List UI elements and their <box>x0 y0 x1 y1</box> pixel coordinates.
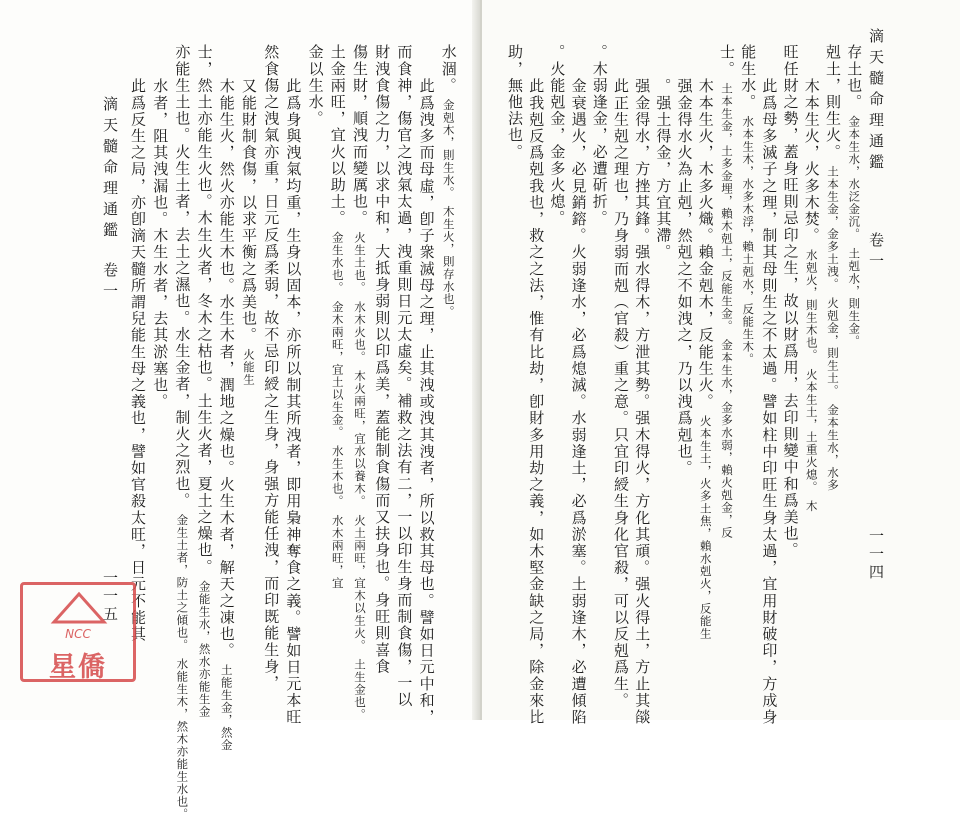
left-page-text-column <box>305 44 327 127</box>
column-text: 水涸。 <box>439 44 458 87</box>
column-text: 此爲洩多而母虛，卽子衆滅母之理，止其洩或洩其洩者，所以救其母也。譬如日元中和， <box>417 78 436 726</box>
column-text: 然食傷之洩氣亦重，日元反爲柔弱，故不忌印綬之生身，身强方能任洩，而印既能生身， <box>262 44 281 692</box>
left-page-number: 一一五 <box>101 570 119 624</box>
column-text: 此正生剋之理也，乃身弱而剋（官殺）重之意。只宜印綬生身化官殺，可以反剋爲生。 <box>612 78 630 709</box>
left-page-text-column <box>349 44 371 721</box>
right-page-text-column <box>758 78 780 725</box>
right-margin-title: 滴天髓命理通鑑 <box>867 28 885 175</box>
column-text: 水者，阻其洩漏也。木生水者，去其淤塞也。 <box>151 78 170 410</box>
triangle-icon <box>51 591 107 625</box>
inline-annotation: 土生金也。 <box>353 646 367 722</box>
inline-annotation: 水本生木，水多木浮，賴土剋水，反能生木。 <box>741 102 756 366</box>
column-text: 强金得水，方挫其鋒。强水得木，方泄其勢。强木得火，方化其頑。强火得土，方止其燄 <box>633 78 652 726</box>
column-text: 亦能生土也。火生土者，去土之濕也。水生金者，制火之烈也。 <box>173 44 192 502</box>
right-page-text-column <box>568 78 590 725</box>
right-page-text-column <box>822 44 844 491</box>
inline-annotation: 金剋木，則生水。 <box>441 86 456 194</box>
column-text: 存土也。 <box>845 44 864 103</box>
inline-annotation: 木 <box>804 487 819 513</box>
left-page-text-column <box>149 78 171 410</box>
left-page-text-column <box>260 44 282 691</box>
inline-annotation: 土本生金，金多土洩。 <box>826 152 840 285</box>
column-text: 强金得水火為止剋，然剋之不如洩之，乃以洩爲剋也。 <box>675 78 694 477</box>
right-page-text-column <box>716 44 738 539</box>
right-page <box>482 0 960 726</box>
right-margin-volume: 卷一 <box>867 232 885 274</box>
inline-annotation: 金木兩旺，宜土以生金。 <box>330 288 345 433</box>
inline-annotation: 水剋火，則生木也。 <box>804 236 819 356</box>
right-page-number: 一一四 <box>867 528 885 582</box>
inline-annotation: 土能生金，然金 <box>219 651 234 752</box>
inline-annotation: 火剋金，則生土。 <box>826 284 840 392</box>
left-margin-title: 滴天髓命理通鑑 <box>101 96 119 243</box>
column-text: 木本生火，木多火熾。賴金剋木，反能生火。 <box>696 78 715 403</box>
stamp-latin-text: NCC <box>65 627 91 641</box>
inline-annotation: 火能生 <box>242 336 256 387</box>
left-page-text-column <box>171 44 193 821</box>
inline-annotation: 金生水也。 <box>330 219 345 289</box>
column-text: 金以生水。 <box>306 44 325 127</box>
column-text: 而食神，傷官之洩氣太過，洩重則日元太虛矣。補救之法有二，一以印生身而制食傷，一以 <box>395 44 414 708</box>
column-text: 此爲身與洩氣均重，生身以固本，亦所以制其所洩者，即用梟神奪食之義。譬如日元本旺 <box>284 78 303 726</box>
right-page-text-column <box>695 78 717 640</box>
right-page-text-column <box>589 44 611 227</box>
column-text: 土金兩旺，宜火以助土。 <box>328 44 347 220</box>
right-page-text-column <box>652 78 674 261</box>
right-page-text-column <box>737 44 759 365</box>
inline-annotation: 金本生水，金多水弱，賴火剋金，反 <box>720 326 734 539</box>
inline-annotation: 土本生金，土多金埋，賴木剋土，反能生金。 <box>720 69 734 327</box>
left-page-text-column <box>416 78 438 725</box>
inline-annotation: 火本生土，土重火熄。 <box>804 355 819 488</box>
right-page-text-column <box>780 44 802 559</box>
column-text: 能生水。 <box>739 44 758 103</box>
inline-annotation: 水能生木，然木亦能生水也。 <box>175 645 190 821</box>
inline-annotation: 水木兩旺，宜 <box>330 501 345 590</box>
inline-annotation: 土剋水，則生金。 <box>847 234 862 348</box>
column-text: 木能生火，然火亦能生木也。水生木者，潤地之燥也。火生木者，解天之凍也。 <box>217 78 236 652</box>
column-text: 又能財制食傷，以求平衡之爲美也。 <box>240 78 258 337</box>
column-text: 金衰遇火，必見銷鎔。火弱逢水，必爲熄滅。水弱逢土，必爲淤塞。土弱逢木，必遭傾陷 <box>569 78 588 726</box>
column-text: 此爲母多滅子之理，制其母則生之不太過。譬如柱中印旺生身太過，宜用財破印，方成身 <box>760 78 779 726</box>
left-page-text-column <box>438 44 460 318</box>
right-page-text-column <box>546 44 568 227</box>
column-text: 此我剋反爲剋我也，救之之法，惟有比劫，卽財多用劫之義，如木堅金缺之局，除金來比 <box>527 78 546 726</box>
inline-annotation: 水木火也。 <box>353 288 367 358</box>
column-text: 士，然土亦能生火也。木生火者，冬木之枯也。土生火者，夏土之燥也。 <box>195 44 214 568</box>
inline-annotation: 火本生土，火多土焦，賴水剋火，反能生 <box>698 402 713 640</box>
inline-annotation: 金生土者，防土之傾也。 <box>175 501 190 646</box>
column-text: 剋土，則生火。 <box>824 44 842 153</box>
column-text: 助，無他法也。 <box>506 44 524 161</box>
column-text: 此爲反生之局，亦卽滴天髓所謂兒能生母之義也，譬如官殺太旺，日元不能其 <box>129 78 147 643</box>
left-page-text-column <box>238 78 260 386</box>
right-page-text-column <box>631 78 653 725</box>
inline-annotation: 金本生水，水泛金沉。 <box>847 102 862 235</box>
right-page-text-column <box>674 78 696 476</box>
inline-annotation: 火土兩旺，宜木以生火。 <box>353 501 367 647</box>
inline-annotation: 木生火，則存水也。 <box>441 193 456 319</box>
left-page-text-column <box>127 78 149 642</box>
column-text: 傷生財，順洩而變厲也。 <box>351 44 369 220</box>
right-page-text-column <box>801 78 823 513</box>
column-text: 。木弱逢金，必遭斫折。 <box>590 44 609 227</box>
right-page-text-column <box>610 78 632 709</box>
left-page-text-column <box>327 44 349 589</box>
inline-annotation: 木火兩旺，宜水以養木。 <box>353 357 367 502</box>
right-page-text-column <box>525 78 547 725</box>
column-text: 旺任財之勢，蓋身旺則忌印之生，故以財爲用，去印則變中和爲美也。 <box>781 44 800 559</box>
left-page-text-column <box>282 78 304 725</box>
left-page-text-column <box>216 78 238 752</box>
column-text: 。火能剋金，金多火熄。 <box>548 44 567 227</box>
right-page-text-column <box>504 44 526 160</box>
right-page-text-column <box>843 44 865 347</box>
left-page-text-column <box>194 44 216 718</box>
inline-annotation: 水生木也。 <box>330 432 345 502</box>
publisher-stamp <box>20 582 136 682</box>
left-page <box>0 0 478 821</box>
stamp-cjk-text: 星僑 <box>49 652 107 683</box>
column-text: 木本生火，火多木焚。 <box>802 78 821 237</box>
left-page-text-column <box>393 44 415 708</box>
column-text: 財洩食傷之力，以求中和，大抵身弱則以印爲美，蓋能制食傷而又扶身也。身旺則喜食 <box>373 44 392 675</box>
left-margin-volume: 卷一 <box>101 262 119 304</box>
inline-annotation: 金本生水，水多 <box>826 391 840 492</box>
left-page-text-column <box>371 44 393 675</box>
inline-annotation: 金能生水，然水亦能生金 <box>197 567 212 718</box>
column-text: 士。 <box>718 44 736 70</box>
column-text: 。强土得金，方宜其滯。 <box>654 78 673 261</box>
inline-annotation: 火生土也。 <box>353 219 367 289</box>
